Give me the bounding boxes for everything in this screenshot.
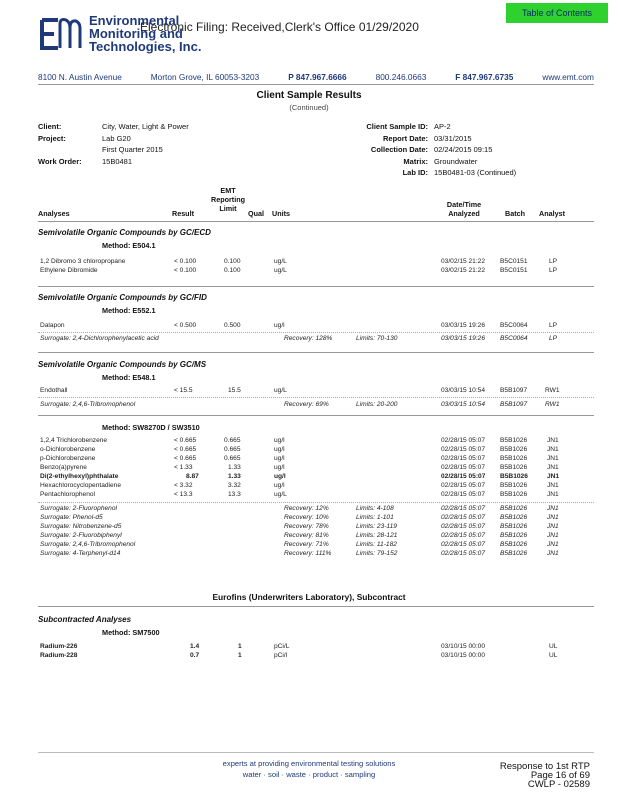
col-date-line-1: Date/Time: [446, 200, 482, 209]
table-row: [38, 446, 594, 455]
address-line: [38, 72, 594, 82]
reporting-limit-value: 0.500: [224, 322, 241, 329]
analyst-code: JN1: [547, 437, 559, 444]
table-row: [38, 482, 594, 491]
footer-services: water · soil · waste · product · sampling: [242, 770, 376, 779]
section-divider: [38, 286, 594, 287]
table-row: [38, 322, 594, 331]
section-gc-ecd-title: Semivolatile Organic Compounds by GC/ECD: [38, 228, 211, 237]
surrogate-row: [38, 523, 594, 532]
reporting-limit-value: 1: [238, 643, 242, 650]
col-qual: Qual: [248, 209, 264, 218]
date-analyzed: 02/28/15 05:07: [441, 550, 485, 557]
date-analyzed: 02/28/15 05:07: [441, 523, 485, 530]
recovery-value: Recovery: 81%: [284, 532, 329, 539]
project-value: Lab G20: [102, 133, 131, 143]
column-header-divider: [38, 221, 594, 222]
dotted-separator: [38, 397, 594, 398]
phone-number: P 847.967.6666: [288, 72, 347, 82]
result-value: < 0.500: [174, 322, 197, 329]
section-divider: [38, 415, 594, 416]
footer-tagline: experts at providing environmental testing solutions: [222, 759, 396, 768]
limits-value: Limits: 1-101: [356, 514, 394, 521]
work-order-label: Work Order:: [38, 156, 82, 166]
analyte-name: Radium-228: [40, 652, 78, 659]
units-value: ug/l: [274, 322, 285, 329]
dotted-separator: [38, 502, 594, 503]
surrogate-name: Surrogate: 2,4,6-Tribromophenol: [40, 401, 136, 408]
analyte-name: p-Dichlorobenzene: [40, 455, 96, 462]
company-line-2: Monitoring and: [89, 26, 183, 41]
surrogate-row: [38, 550, 594, 559]
result-value: < 15.5: [174, 387, 193, 394]
analyst-code: UL: [549, 652, 558, 659]
reporting-limit-value: 0.665: [224, 437, 241, 444]
batch-id: B5B1026: [500, 464, 528, 471]
analyte-name: 1,2 Dibromo 3 chloropropane: [40, 258, 126, 265]
result-value: < 0.665: [174, 455, 197, 462]
date-analyzed: 03/10/15 00:00: [441, 643, 485, 650]
surrogate-row: [38, 514, 594, 523]
batch-id: B5C0151: [500, 267, 528, 274]
table-row: [38, 455, 594, 464]
work-order-value: 15B0481: [102, 156, 133, 166]
company-line-3: Technologies, Inc.: [89, 39, 202, 54]
report-date-value: 03/31/2015: [434, 133, 472, 143]
recovery-value: Recovery: 71%: [284, 541, 329, 548]
table-row: [38, 652, 594, 661]
analyst-code: LP: [549, 267, 558, 274]
batch-id: B5B1026: [500, 514, 528, 521]
recovery-value: Recovery: 12%: [284, 505, 329, 512]
units-value: ug/L: [274, 267, 287, 274]
date-analyzed: 03/03/15 10:54: [441, 387, 485, 394]
reporting-limit-value: 0.100: [224, 258, 241, 265]
recovery-value: Recovery: 10%: [284, 514, 329, 521]
limits-value: Limits: 4-108: [356, 505, 394, 512]
sample-id-value: AP-2: [434, 122, 451, 131]
header-divider: [38, 84, 594, 85]
units-value: ug/l: [274, 464, 285, 471]
units-value: pCi/l: [274, 652, 288, 659]
batch-id: B5B1026: [500, 541, 528, 548]
recovery-value: Recovery: 69%: [284, 401, 329, 408]
limits-value: Limits: 20-200: [356, 401, 398, 408]
surrogate-row: [38, 541, 594, 550]
date-analyzed: 02/28/15 05:07: [441, 473, 486, 480]
client-label: Client:: [38, 122, 62, 131]
matrix-value: Groundwater: [434, 156, 478, 166]
client-info: [38, 122, 189, 168]
batch-id: B5C0064: [500, 335, 528, 342]
analyst-code: LP: [549, 335, 558, 342]
batch-id: B5C0151: [500, 258, 528, 265]
result-value: < 0.665: [174, 437, 197, 444]
analyst-code: JN1: [547, 523, 559, 530]
limits-value: Limits: 11-182: [356, 541, 397, 548]
result-value: < 3.32: [174, 482, 193, 489]
table-row: [38, 258, 594, 267]
reporting-limit-value: 3.32: [228, 482, 241, 489]
surrogate-name: Surrogate: 2-Fluorobiphenyl: [40, 532, 122, 539]
subcontract-divider: [38, 606, 594, 607]
analyst-code: JN1: [547, 482, 559, 489]
result-value: < 1.33: [174, 464, 193, 471]
emt-logo-icon: [38, 16, 82, 52]
col-rl-line-1: EMT: [220, 186, 236, 195]
units-value: pCi/L: [274, 643, 290, 650]
analyte-name: Endothall: [40, 387, 68, 394]
col-result: Result: [172, 209, 194, 218]
analyte-name: Pentachlorophenol: [40, 491, 95, 498]
reporting-limit-value: 1.33: [228, 473, 241, 480]
surrogate-row: [38, 532, 594, 541]
units-value: ug/l: [274, 455, 285, 462]
batch-id: B5B1026: [500, 523, 528, 530]
project-period-value: First Quarter 2015: [102, 145, 163, 154]
surrogate-name: Surrogate: Phenol-d5: [40, 514, 103, 521]
analyst-code: JN1: [547, 473, 560, 480]
batch-id: B5B1026: [500, 455, 528, 462]
batch-id: B5B1097: [500, 401, 528, 408]
fax-number: F 847.967.6735: [455, 72, 514, 82]
col-rl-line-3: Limit: [219, 204, 237, 213]
table-of-contents-button[interactable]: Table of Contents: [506, 3, 608, 23]
analyte-name: Hexachlorocyclopentadiene: [40, 482, 122, 489]
date-analyzed: 02/28/15 05:07: [441, 532, 485, 539]
lab-id-label: Lab ID:: [402, 168, 428, 177]
analyte-name: Radium-226: [40, 643, 78, 650]
response-label: Response to 1st RTP: [499, 761, 590, 772]
sample-id-label: Client Sample ID:: [366, 122, 428, 131]
analyst-code: JN1: [547, 550, 559, 557]
date-analyzed: 03/02/15 21:22: [441, 258, 485, 265]
section-divider: [38, 352, 594, 353]
matrix-label: Matrix:: [403, 156, 428, 166]
report-subtitle: (Continued): [289, 103, 329, 112]
subcontract-method: Method: SM7500: [102, 628, 160, 637]
units-value: ug/L: [274, 491, 287, 498]
batch-id: B5B1026: [500, 482, 528, 489]
col-date-line-2: Analyzed: [448, 209, 480, 218]
batch-id: B5B1026: [500, 505, 528, 512]
col-date-analyzed: [436, 200, 492, 218]
col-analyst: Analyst: [539, 209, 565, 218]
dotted-separator: [38, 332, 594, 333]
limits-value: Limits: 23-119: [356, 523, 397, 530]
date-analyzed: 02/28/15 05:07: [441, 491, 485, 498]
collection-date-value: 02/24/2015 09:15: [434, 145, 493, 154]
company-line-1: Environmental: [89, 13, 180, 28]
recovery-value: Recovery: 128%: [284, 335, 333, 342]
section-gc-fid-method: Method: E552.1: [102, 306, 156, 315]
lab-id-value: 15B0481-03 (Continued): [434, 168, 517, 177]
date-analyzed: 03/03/15 19:26: [441, 335, 485, 342]
result-value: < 0.665: [174, 446, 197, 453]
units-value: ug/l: [274, 482, 285, 489]
date-analyzed: 02/28/15 05:07: [441, 541, 485, 548]
analyst-code: RW1: [545, 387, 560, 394]
analyst-code: RW1: [545, 401, 560, 408]
batch-id: B5B1026: [500, 532, 528, 539]
result-value: < 0.100: [174, 267, 197, 274]
reporting-limit-value: 0.665: [224, 455, 241, 462]
units-value: ug/L: [274, 387, 287, 394]
surrogate-name: Surrogate: 2,4-Dichlorophenylacetic acid: [40, 335, 159, 342]
section-sw8270d-method: Method: SW8270D / SW3510: [102, 423, 200, 432]
limits-value: Limits: 70-130: [356, 335, 398, 342]
surrogate-name: Surrogate: 2,4,6-Tribromophenol: [40, 541, 136, 548]
analyst-code: JN1: [547, 464, 559, 471]
report-title: Client Sample Results: [256, 90, 362, 101]
analyst-code: JN1: [547, 446, 559, 453]
city-state: Morton Grove, IL 60053-3203: [150, 72, 260, 82]
batch-id: B5B1026: [500, 437, 528, 444]
date-analyzed: 02/28/15 05:07: [441, 514, 485, 521]
table-row: [38, 267, 594, 276]
report-date-label: Report Date:: [382, 133, 428, 143]
analyte-name: Ethylene Dibromide: [40, 267, 98, 274]
surrogate-row: [38, 505, 594, 514]
date-analyzed: 03/02/15 21:22: [441, 267, 485, 274]
analyte-name: o-Dichlorobenzene: [40, 446, 96, 453]
street-address: 8100 N. Austin Avenue: [38, 72, 122, 82]
analyst-code: LP: [549, 258, 558, 265]
date-analyzed: 03/03/15 10:54: [441, 401, 485, 408]
analyst-code: JN1: [547, 505, 559, 512]
analyst-code: JN1: [547, 455, 559, 462]
section-gc-fid-title: Semivolatile Organic Compounds by GC/FID: [38, 293, 207, 302]
filing-stamp: Electronic Filing: Received,Clerk's Office 01/29/2020: [140, 20, 419, 34]
table-row: [38, 464, 594, 473]
reporting-limit-value: 15.5: [228, 387, 241, 394]
analyst-code: UL: [549, 643, 558, 650]
toll-free-number: 800.246.0663: [375, 72, 427, 82]
date-analyzed: 02/28/15 05:07: [441, 464, 485, 471]
col-analyses: Analyses: [38, 209, 70, 218]
project-label: Project:: [38, 133, 66, 143]
analyst-code: LP: [549, 322, 558, 329]
collection-date-label: Collection Date:: [370, 145, 428, 154]
reporting-limit-value: 1: [238, 652, 242, 659]
analyst-code: JN1: [547, 532, 559, 539]
batch-id: B5B1026: [500, 446, 528, 453]
analyte-name: Dalapon: [40, 322, 65, 329]
col-batch: Batch: [505, 209, 525, 218]
units-value: ug/l: [274, 437, 285, 444]
reporting-limit-value: 1.33: [228, 464, 241, 471]
analyte-name: Benzo(a)pyrene: [40, 464, 87, 471]
col-rl-line-2: Reporting: [211, 195, 245, 204]
client-value: City, Water, Light & Power: [102, 122, 189, 131]
response-stamp: [470, 762, 590, 789]
table-row: [38, 387, 594, 396]
sample-info: [330, 122, 594, 180]
date-analyzed: 03/10/15 00:00: [441, 652, 485, 659]
limits-value: Limits: 79-152: [356, 550, 398, 557]
analyst-code: JN1: [547, 491, 559, 498]
batch-id: B5B1026: [500, 473, 528, 480]
analyte-name: 1,2,4 Trichlorobenzene: [40, 437, 108, 444]
section-gc-ecd-method: Method: E504.1: [102, 241, 156, 250]
reporting-limit-value: 13.3: [228, 491, 241, 498]
units-value: ug/l: [274, 473, 286, 480]
result-value: 8.87: [186, 473, 199, 480]
result-value: < 13.3: [174, 491, 193, 498]
table-row-detected: [38, 473, 594, 482]
analyst-code: JN1: [547, 514, 559, 521]
surrogate-name: Surrogate: 2-Fluorophenol: [40, 505, 117, 512]
surrogate-name: Surrogate: Nitrobenzene-d5: [40, 523, 122, 530]
table-row: [38, 437, 594, 446]
batch-id: B5B1097: [500, 387, 528, 394]
date-analyzed: 02/28/15 05:07: [441, 482, 485, 489]
section-gc-ms-method: Method: E548.1: [102, 373, 156, 382]
surrogate-name: Surrogate: 4-Terphenyl-d14: [40, 550, 121, 557]
units-value: ug/L: [274, 258, 287, 265]
table-row: [38, 491, 594, 500]
units-value: ug/l: [274, 446, 285, 453]
date-analyzed: 02/28/15 05:07: [441, 455, 485, 462]
result-value: < 0.100: [174, 258, 197, 265]
subcontracted-analyses-title: Subcontracted Analyses: [38, 615, 132, 624]
analyst-code: JN1: [547, 541, 559, 548]
batch-id: B5B1026: [500, 550, 528, 557]
surrogate-row: [38, 335, 594, 344]
date-analyzed: 02/28/15 05:07: [441, 446, 485, 453]
limits-value: Limits: 28-121: [356, 532, 398, 539]
recovery-value: Recovery: 78%: [284, 523, 329, 530]
col-units: Units: [272, 209, 290, 218]
page-number: Page 16 of 69: [530, 770, 590, 781]
result-value: 0.7: [190, 652, 200, 659]
date-analyzed: 03/03/15 19:26: [441, 322, 485, 329]
section-gc-ms-title: Semivolatile Organic Compounds by GC/MS: [38, 360, 207, 369]
website-link[interactable]: www.emt.com: [542, 72, 594, 82]
reporting-limit-value: 0.665: [224, 446, 241, 453]
result-value: 1.4: [190, 643, 200, 650]
analyte-name: Di(2-ethylhexyl)phthalate: [40, 473, 119, 480]
date-analyzed: 02/28/15 05:07: [441, 437, 485, 444]
subcontract-heading: Eurofins (Underwriters Laboratory), Subcontract: [212, 592, 406, 602]
footer-divider: [38, 752, 594, 753]
date-analyzed: 02/28/15 05:07: [441, 505, 485, 512]
table-row: [38, 643, 594, 652]
batch-id: B5B1026: [500, 491, 528, 498]
batch-id: B5C0064: [500, 322, 528, 329]
col-reporting-limit: [205, 186, 251, 213]
reporting-limit-value: 0.100: [224, 267, 241, 274]
recovery-value: Recovery: 111%: [284, 550, 332, 557]
surrogate-row: [38, 401, 594, 410]
document-id: CWLP - 02589: [527, 779, 590, 790]
